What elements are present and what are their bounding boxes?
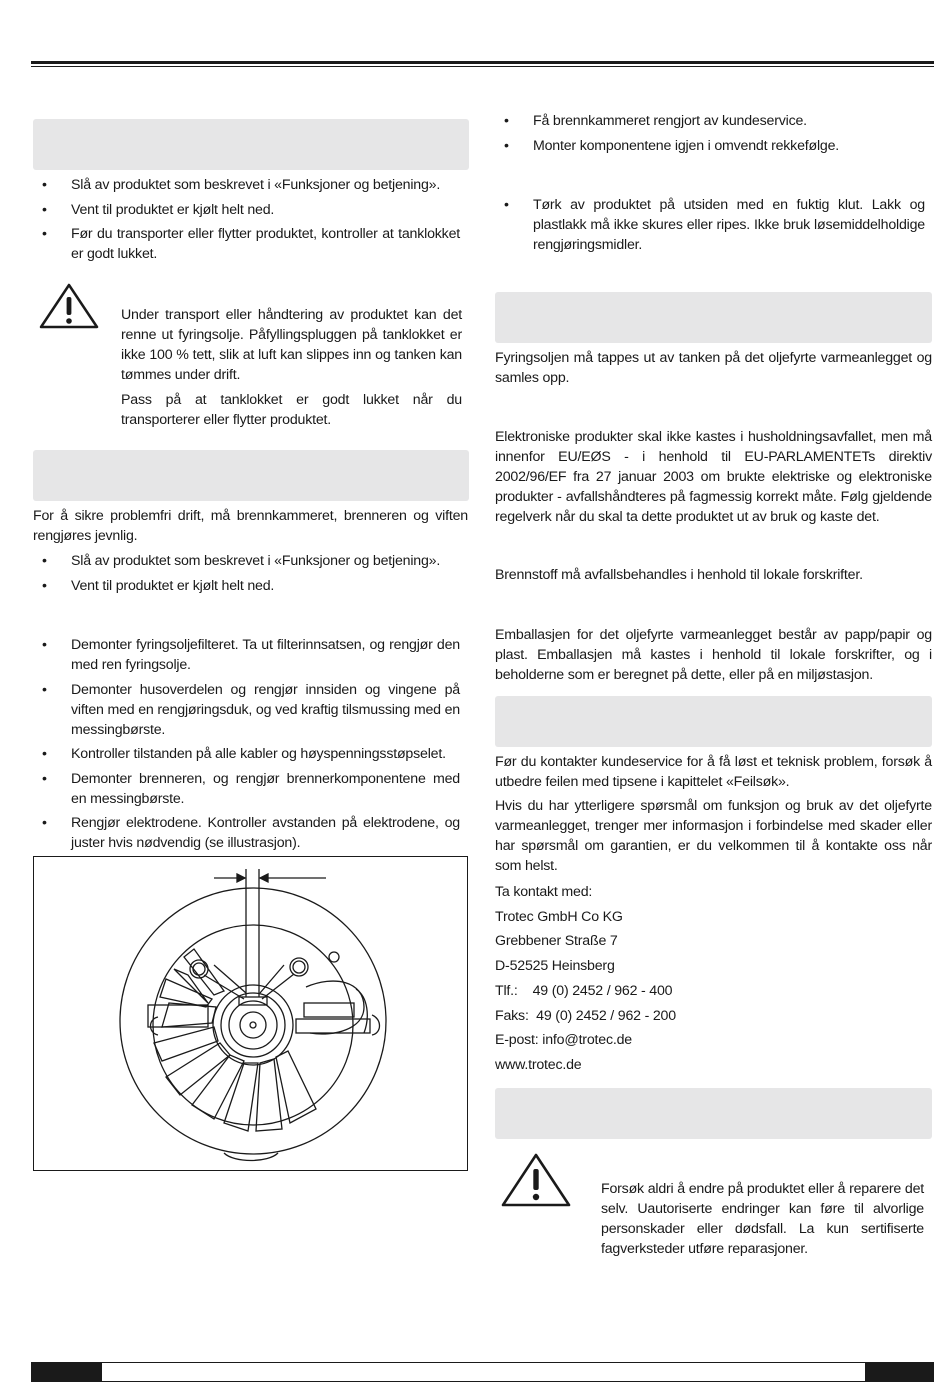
contact-heading: Ta kontakt med: (495, 884, 593, 900)
disposal-paragraph-3: Brennstoff må avfallsbehandles i henhold til lokale forskrifter. (495, 567, 863, 583)
list-item: • Slå av produktet som beskrevet i «Funksjoner og betjening». (42, 553, 441, 569)
disposal-paragraph-1: Fyringsoljen må tappes ut av tanken på det oljefyrte varmeanlegget og samles opp. (495, 350, 932, 386)
contact-email[interactable]: E-post: info@trotec.de (495, 1032, 632, 1049)
contact-company: Trotec GmbH Co KG (495, 908, 623, 925)
contact-block (495, 880, 932, 1078)
list-item: • Før du transporter eller flytter produktet, kontroller at tanklokket er godt lukket. (42, 226, 460, 262)
footer-left-block (32, 1363, 102, 1381)
service-paragraph-1: Før du kontakter kundeservice for å få løst et teknisk problem, forsøk å utbedre feilen med tipsene i kapittelet «Feilsøk». (495, 754, 932, 790)
section-heading-bar-maintenance (33, 450, 469, 501)
header-rule-thick (31, 61, 934, 64)
list-item: • Kontroller tilstanden på alle kabler og høyspenningsstøpselet. (42, 746, 446, 762)
warning-triangle-icon (38, 282, 100, 330)
bullet-icon: • (42, 746, 47, 762)
maintenance-intro: For å sikre problemfri drift, må brennkammeret, brenneren og viften rengjøres jevnlig. (33, 508, 468, 544)
service-paragraph-2: Hvis du har ytterligere spørsmål om funksjon og bruk av det oljefyrte varmeanlegget, trenger mer informasjon i forbindelse med skader eller har spørsmål om garantien, er du velkommen til å kontakte oss når som helst. (495, 798, 932, 874)
bullet-icon: • (504, 137, 509, 154)
disposal-paragraph-4: Emballasjen for det oljefyrte varmeanlegget består av papp/papir og plast. Emballasjen må kastes i henhold til lokale forskrifter, og i beholderne som er beregnet på dette, eller på en miljøstasjon. (495, 627, 932, 683)
bullet-icon: • (42, 770, 47, 787)
transport-warning-text: Under transport eller håndtering av produktet kan det renne ut fyringsolje. Påfyllingspluggen på tanklokket er ikke 100 % tett, slik at luft kan slippes inn og tanken kan tømmes under drift. Pass på at tanklokket er godt lukket når du transporterer eller flytter produktet. (121, 307, 462, 428)
list-item: • Vent til produktet er kjølt helt ned. (42, 201, 275, 218)
header-rule-thin (31, 66, 934, 67)
section-heading-bar-transport (33, 119, 469, 170)
list-item: • Rengjør elektrodene. Kontroller avstanden på elektrodene, og juster hvis nødvendig (se illustrasjon). (42, 815, 460, 851)
right-top-bullet-list (495, 111, 925, 160)
warning-triangle-icon (500, 1152, 572, 1208)
bullet-icon: • (504, 197, 509, 213)
burner-electrode-illustration (33, 856, 468, 1171)
bullet-icon: • (42, 201, 47, 218)
footer-right-block (865, 1363, 933, 1381)
section-heading-bar-disposal (495, 292, 932, 343)
transport-bullet-list (33, 175, 460, 269)
bullet-icon: • (42, 637, 47, 653)
list-item: • Tørk av produktet på utsiden med en fuktig klut. Lakk og plastlakk må ikke skures eller ripes. Ikke bruk løsemiddelholdige rengjøringsmidler. (504, 197, 925, 253)
bullet-icon: • (504, 113, 509, 129)
bullet-icon: • (42, 177, 47, 193)
bullet-icon: • (42, 815, 47, 831)
repair-warning-text: Forsøk aldri å endre på produktet eller å reparere det selv. Uautoriserte endringer kan føre til alvorlige personskader eller dødsfall. La kun sertifiserte fagverksteder utføre reparasjoner. (601, 1181, 924, 1257)
bullet-icon: • (42, 577, 47, 594)
maintenance-bullet-list (33, 551, 460, 600)
list-item: • Demonter fyringsoljefilteret. Ta ut filterinnsatsen, og rengjør den med ren fyringsolje. (42, 637, 460, 673)
bullet-icon: • (42, 226, 47, 242)
list-item: • Monter komponentene igjen i omvendt rekkefølge. (504, 137, 840, 154)
disposal-paragraph-2: Elektroniske produkter skal ikke kastes i husholdningsavfallet, men må innenfor EU/EØS - i henhold til EU-PARLAMENTETs direktiv 2002/96/EF fra 27 januar 2003 om brukte elektriske og elektroniske produkter - avfallshåndteres på fagmessig korrekt måte. Følg gjeldende regelverk når du skal ta dette produktet ut av bruk og kaste det. (495, 429, 932, 525)
list-item: • Demonter brenneren, og rengjør brennerkomponentene med en messingbørste. (42, 770, 460, 807)
contact-phone: Tlf.: 49 (0) 2452 / 962 - 400 (495, 982, 673, 999)
bullet-icon: • (42, 681, 47, 698)
list-item: • Demonter husoverdelen og rengjør innsiden og vingene på viften med en rengjøringsduk, og ved kraftig tilsmussing med en messingbørste. (42, 681, 460, 738)
section-heading-bar-repair (495, 1088, 932, 1139)
list-item: • Vent til produktet er kjølt helt ned. (42, 577, 275, 594)
exterior-cleaning-bullet-list (495, 195, 925, 260)
list-item: • Slå av produktet som beskrevet i «Funksjoner og betjening». (42, 177, 441, 193)
contact-street: Grebbener Straße 7 (495, 933, 618, 950)
bullet-icon: • (42, 553, 47, 569)
contact-city: D-52525 Heinsberg (495, 958, 615, 975)
section-heading-bar-customer-service (495, 696, 932, 747)
footer-bar (31, 1362, 934, 1382)
list-item: • Få brennkammeret rengjort av kundeservice. (504, 113, 807, 129)
cleaning-bullet-list (33, 635, 460, 858)
contact-fax: Faks: 49 (0) 2452 / 962 - 200 (495, 1007, 676, 1024)
burner-fan-drawing (34, 857, 466, 1169)
contact-website[interactable]: www.trotec.de (495, 1056, 582, 1073)
